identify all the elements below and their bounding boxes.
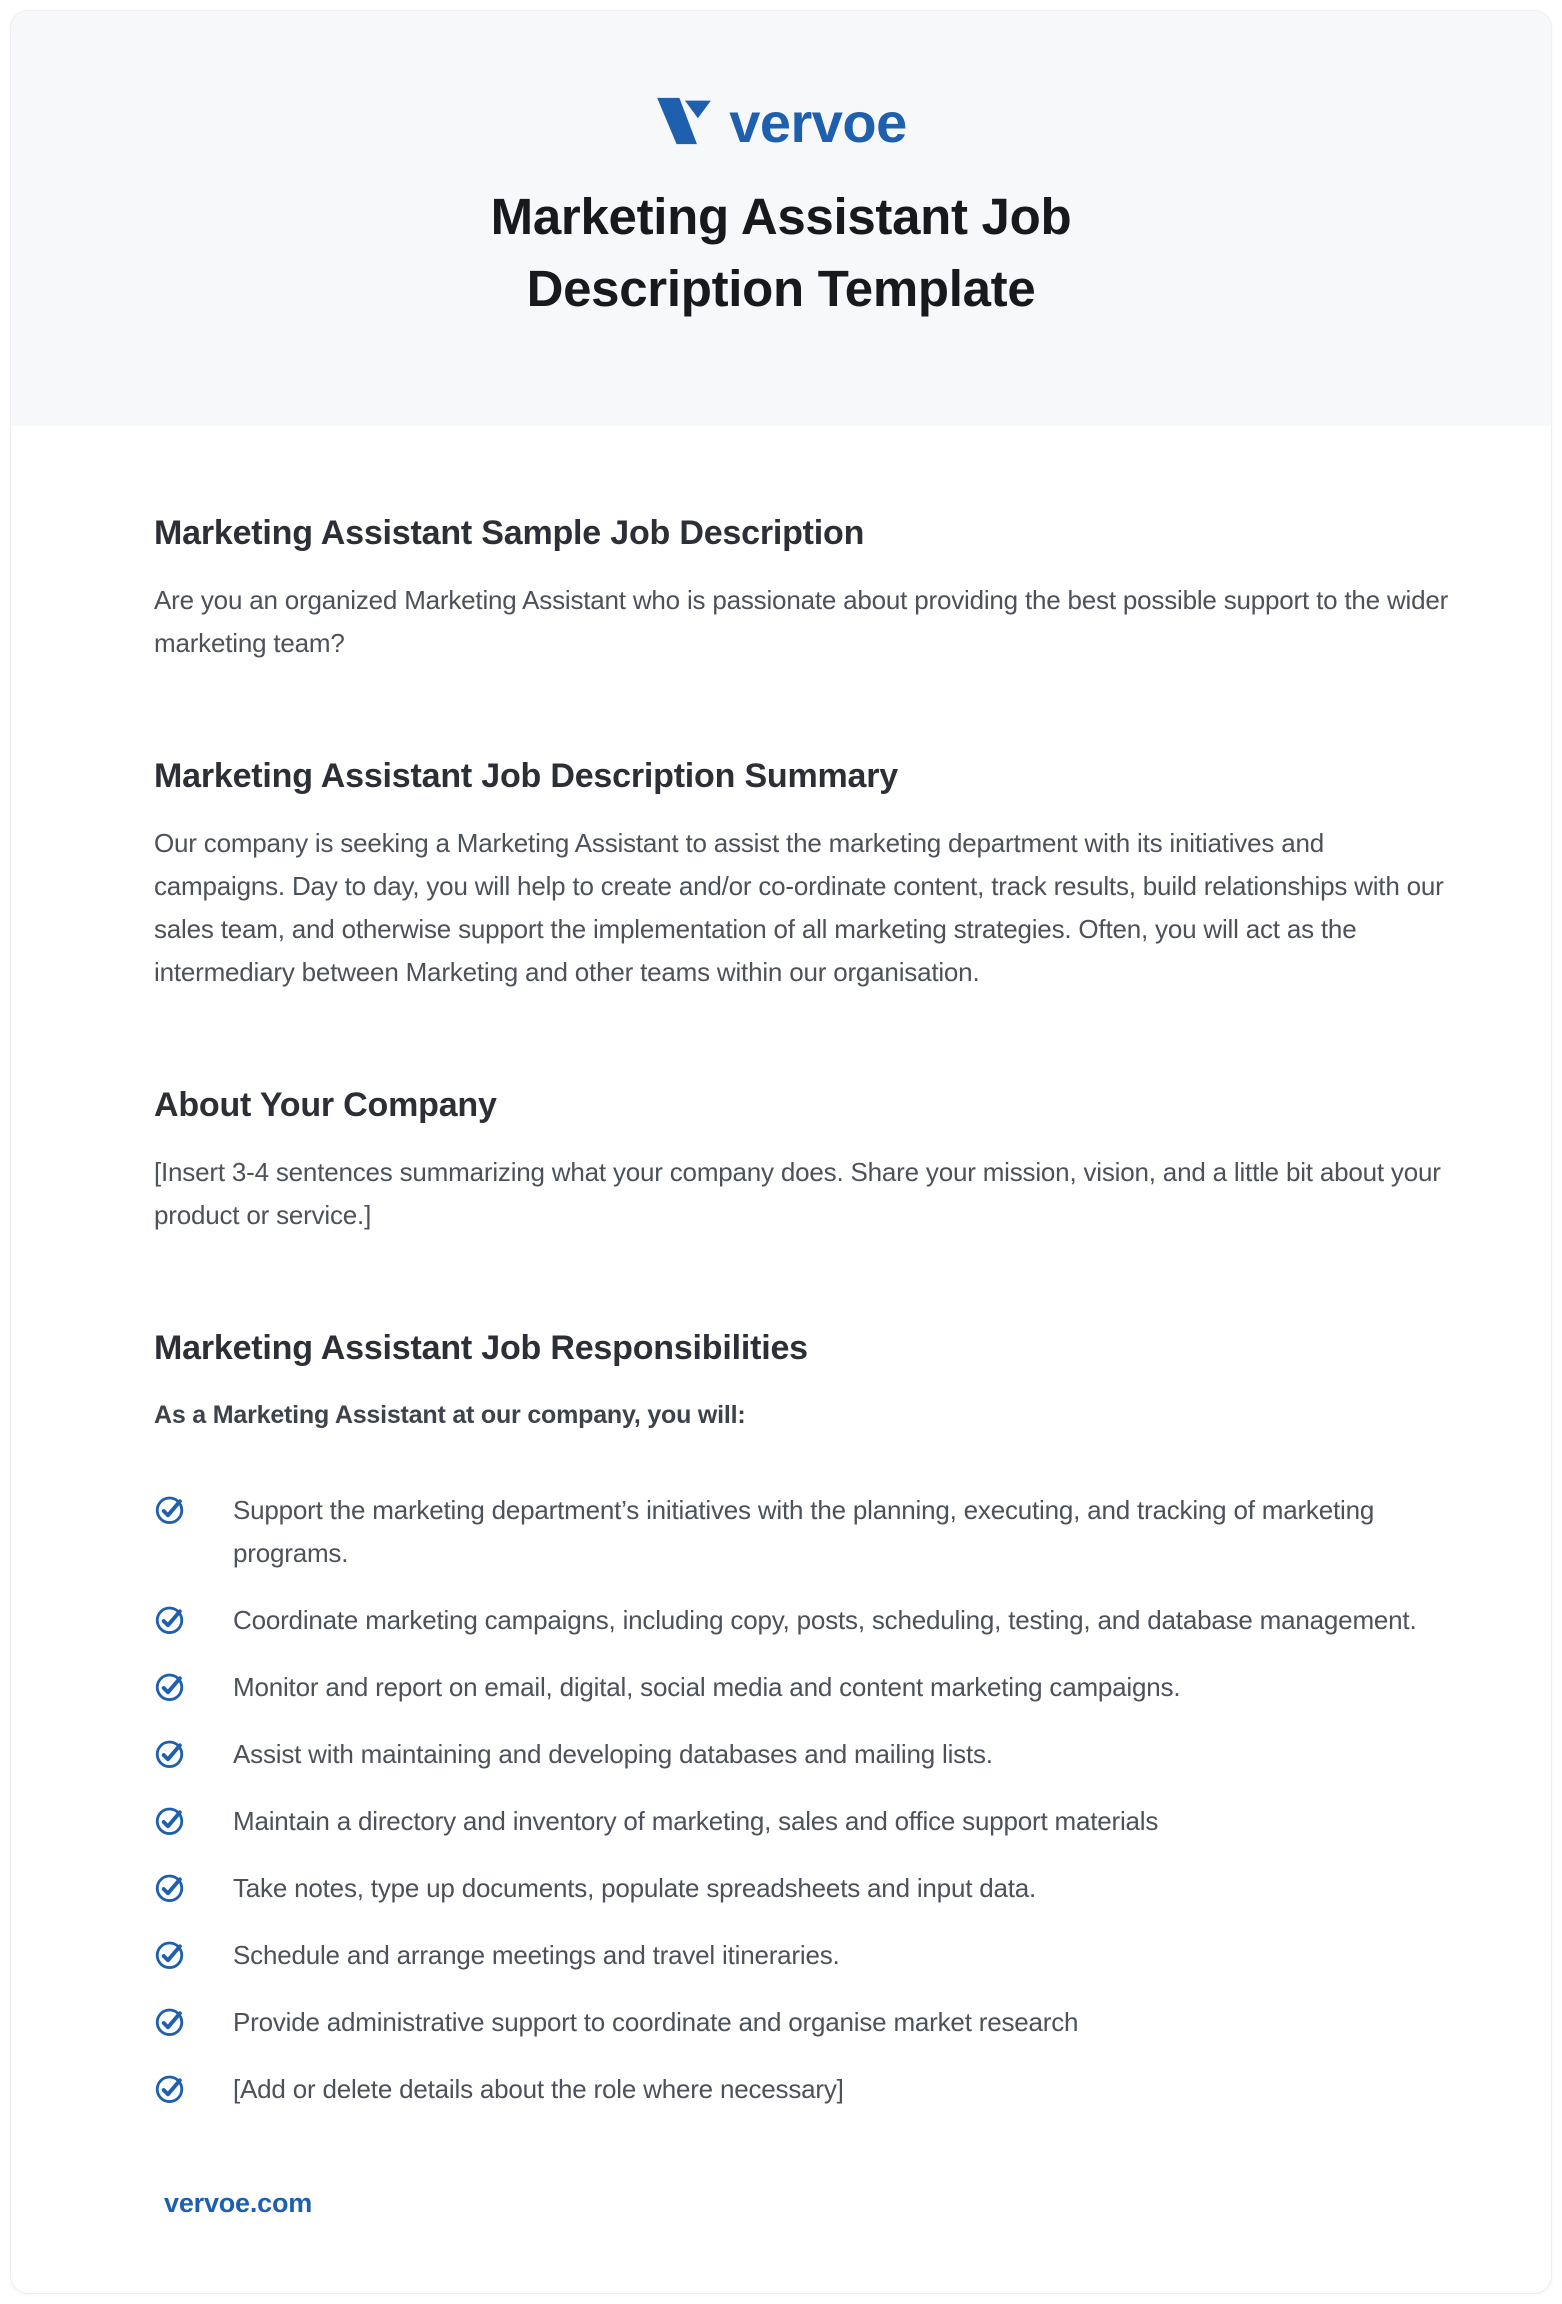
responsibility-item	[154, 1666, 1451, 1709]
responsibility-text: Take notes, type up documents, populate spreadsheets and input data.	[233, 1873, 1037, 1903]
section-paragraph: Our company is seeking a Marketing Assistant to assist the marketing department with its initiatives and campaigns. Day to day, you will help to create and/or co-ordinate content, track results, build relationships with our sales team, and otherwise support the implementation of all marketing strategies. Often, you will act as the intermediary between Marketing and other teams within our organisation.	[154, 828, 1444, 987]
document-header	[11, 11, 1551, 426]
document-body	[11, 426, 1551, 2111]
responsibility-text: Assist with maintaining and developing databases and mailing lists.	[233, 1739, 993, 1769]
responsibility-item	[154, 1867, 1451, 1910]
page-title-line1: Marketing Assistant Job	[490, 188, 1072, 245]
responsibility-item	[154, 1599, 1451, 1642]
responsibility-item	[154, 1934, 1451, 1977]
vervoe-logo	[655, 91, 907, 154]
check-circle-icon	[154, 1738, 185, 1769]
section-about-your-company	[154, 1086, 1451, 1237]
section-paragraph: Are you an organized Marketing Assistant who is passionate about providing the best possible support to the wider marketing team?	[154, 585, 1449, 658]
page-title	[11, 181, 1551, 326]
responsibility-text: [Add or delete details about the role where necessary]	[233, 2074, 844, 2104]
check-circle-icon	[154, 1805, 185, 1836]
document-footer	[164, 2188, 312, 2219]
responsibility-item	[154, 1489, 1451, 1575]
responsibility-text: Provide administrative support to coordinate and organise market research	[233, 2007, 1079, 2037]
responsibility-item	[154, 1733, 1451, 1776]
section-heading: Marketing Assistant Sample Job Description	[154, 514, 865, 552]
check-circle-icon	[154, 1494, 185, 1525]
check-circle-icon	[154, 2006, 185, 2037]
responsibility-text: Schedule and arrange meetings and travel itineraries.	[233, 1940, 840, 1970]
section-heading: Marketing Assistant Job Responsibilities	[154, 1329, 808, 1367]
responsibility-text: Maintain a directory and inventory of marketing, sales and office support materials	[233, 1806, 1159, 1836]
section-job-description-summary	[154, 757, 1451, 994]
responsibilities-intro: As a Marketing Assistant at our company, you will:	[154, 1401, 746, 1429]
document-page	[10, 10, 1552, 2294]
check-circle-icon	[154, 2073, 185, 2104]
responsibility-text: Coordinate marketing campaigns, including copy, posts, scheduling, testing, and database management.	[233, 1605, 1417, 1635]
section-heading: About Your Company	[154, 1086, 497, 1124]
section-job-responsibilities	[154, 1329, 1451, 2111]
responsibility-item	[154, 2068, 1451, 2111]
section-heading: Marketing Assistant Job Description Summary	[154, 757, 898, 795]
section-sample-job-description	[154, 514, 1451, 665]
check-circle-icon	[154, 1872, 185, 1903]
responsibility-text: Support the marketing department’s initiatives with the planning, executing, and tracking of marketing programs.	[233, 1495, 1375, 1568]
responsibilities-list	[154, 1489, 1451, 2111]
check-circle-icon	[154, 1939, 185, 1970]
responsibility-text: Monitor and report on email, digital, social media and content marketing campaigns.	[233, 1672, 1181, 1702]
responsibility-item	[154, 1800, 1451, 1843]
responsibility-item	[154, 2001, 1451, 2044]
page-title-line2: Description Template	[526, 260, 1036, 318]
check-circle-icon	[154, 1671, 185, 1702]
check-circle-icon	[154, 1604, 185, 1635]
section-paragraph: [Insert 3-4 sentences summarizing what your company does. Share your mission, vision, and a little bit about your product or service.]	[154, 1157, 1441, 1230]
vervoe-v-icon	[655, 96, 713, 146]
vervoe-site-link[interactable]: vervoe.com	[164, 2188, 313, 2218]
vervoe-wordmark: vervoe	[729, 91, 907, 154]
